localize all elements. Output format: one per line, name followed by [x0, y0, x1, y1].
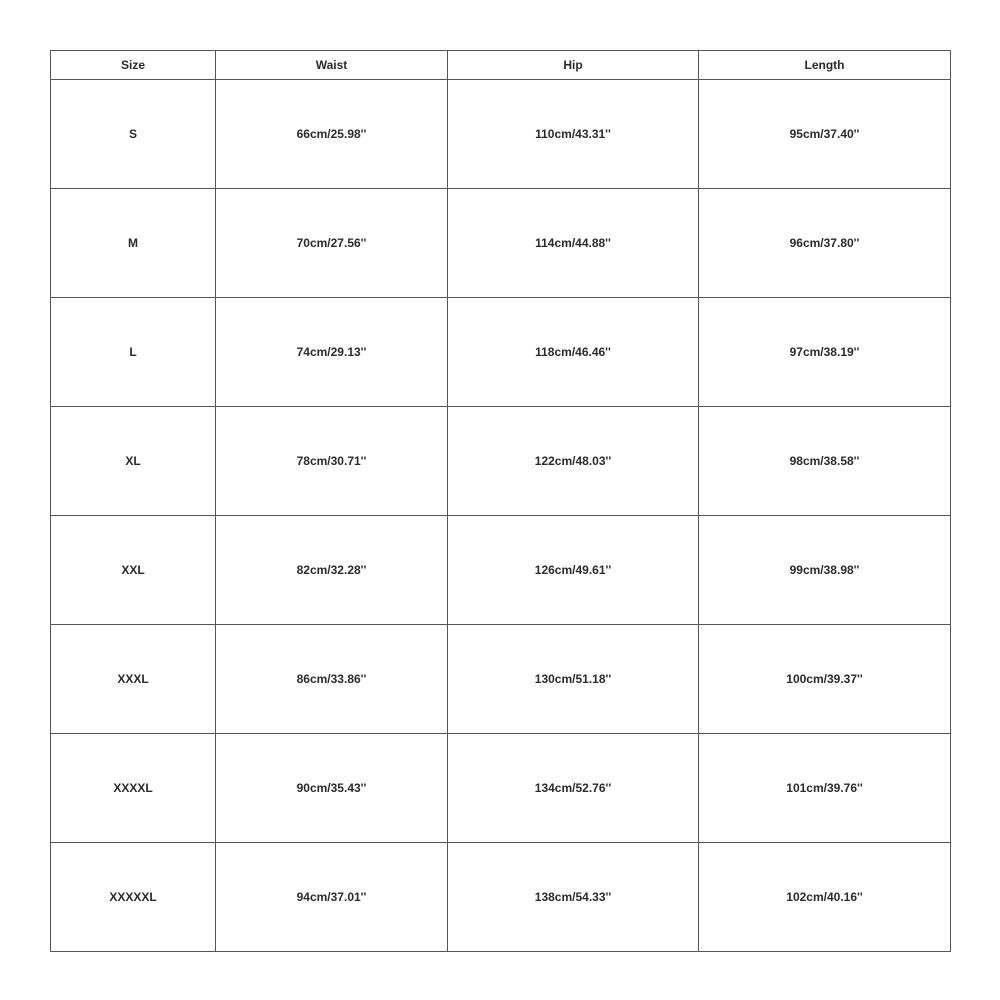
cell-size: XXXXL: [51, 734, 216, 843]
table-body: [51, 80, 951, 952]
cell-waist: 82cm/32.28'': [216, 516, 448, 625]
cell-hip: 114cm/44.88'': [448, 189, 699, 298]
cell-length: 97cm/38.19'': [699, 298, 951, 407]
cell-waist: 66cm/25.98'': [216, 80, 448, 189]
table-row: [51, 298, 951, 407]
cell-length: 100cm/39.37'': [699, 625, 951, 734]
header-waist: Waist: [216, 51, 448, 80]
table-row: [51, 625, 951, 734]
cell-waist: 74cm/29.13'': [216, 298, 448, 407]
cell-length: 96cm/37.80'': [699, 189, 951, 298]
cell-waist: 86cm/33.86'': [216, 625, 448, 734]
cell-size: M: [51, 189, 216, 298]
size-chart-table: [50, 50, 951, 952]
table-row: [51, 407, 951, 516]
cell-size: XL: [51, 407, 216, 516]
cell-hip: 126cm/49.61'': [448, 516, 699, 625]
cell-hip: 130cm/51.18'': [448, 625, 699, 734]
cell-hip: 118cm/46.46'': [448, 298, 699, 407]
header-hip: Hip: [448, 51, 699, 80]
table-row: [51, 80, 951, 189]
cell-length: 98cm/38.58'': [699, 407, 951, 516]
header-row: [51, 51, 951, 80]
cell-length: 102cm/40.16'': [699, 843, 951, 952]
table-row: [51, 843, 951, 952]
table-row: [51, 516, 951, 625]
cell-size: L: [51, 298, 216, 407]
table-row: [51, 734, 951, 843]
header-length: Length: [699, 51, 951, 80]
cell-length: 95cm/37.40'': [699, 80, 951, 189]
cell-hip: 138cm/54.33'': [448, 843, 699, 952]
cell-waist: 90cm/35.43'': [216, 734, 448, 843]
header-size: Size: [51, 51, 216, 80]
cell-size: XXL: [51, 516, 216, 625]
cell-length: 101cm/39.76'': [699, 734, 951, 843]
cell-length: 99cm/38.98'': [699, 516, 951, 625]
table-row: [51, 189, 951, 298]
cell-hip: 134cm/52.76'': [448, 734, 699, 843]
cell-waist: 70cm/27.56'': [216, 189, 448, 298]
cell-size: XXXL: [51, 625, 216, 734]
cell-hip: 110cm/43.31'': [448, 80, 699, 189]
cell-waist: 94cm/37.01'': [216, 843, 448, 952]
cell-size: S: [51, 80, 216, 189]
cell-hip: 122cm/48.03'': [448, 407, 699, 516]
cell-waist: 78cm/30.71'': [216, 407, 448, 516]
cell-size: XXXXXL: [51, 843, 216, 952]
table-header: [51, 51, 951, 80]
